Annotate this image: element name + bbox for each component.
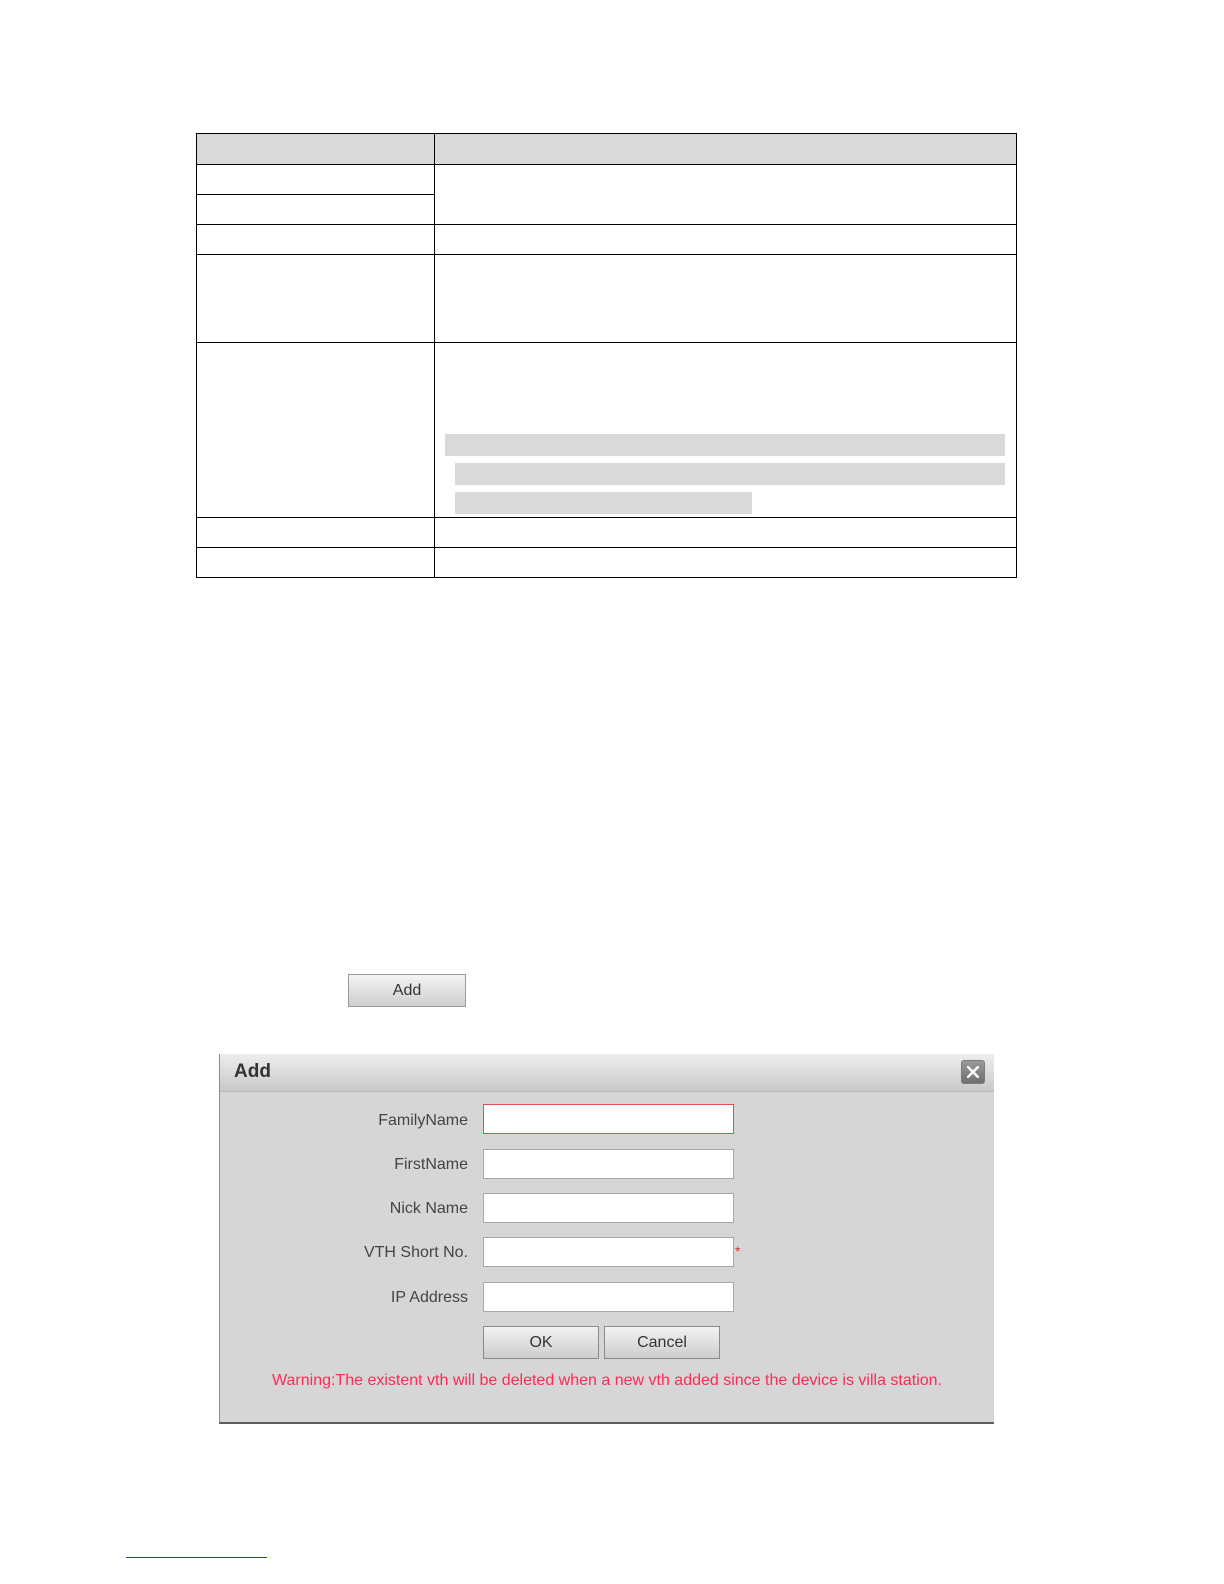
family-name-label: FamilyName — [378, 1112, 468, 1129]
warning-message: Warning:The existent vth will be deleted when a new vth added since the device is villa station. — [272, 1372, 942, 1389]
ip-address-label: IP Address — [390, 1289, 468, 1306]
note-highlight — [455, 492, 752, 514]
cancel-button[interactable]: Cancel — [604, 1326, 720, 1359]
first-name-label: FirstName — [394, 1156, 468, 1173]
dialog-header — [220, 1054, 994, 1092]
add-dialog — [219, 1054, 994, 1424]
nick-name-label: Nick Name — [389, 1200, 468, 1217]
table-cell — [197, 255, 435, 343]
close-icon — [967, 1066, 979, 1078]
first-name-input[interactable] — [483, 1149, 734, 1179]
table-row — [197, 165, 1017, 195]
vth-short-no-label: VTH Short No. — [363, 1244, 468, 1261]
table-cell — [435, 548, 1017, 578]
table-cell — [197, 343, 435, 518]
vth-short-no-input[interactable] — [483, 1237, 734, 1267]
footer-divider — [126, 1557, 267, 1558]
table-cell — [197, 195, 435, 225]
table-cell — [435, 255, 1017, 343]
table-header-row — [197, 134, 1017, 165]
table-row — [197, 225, 1017, 255]
table-cell — [435, 225, 1017, 255]
table-cell — [435, 518, 1017, 548]
dialog-title: Add — [234, 1061, 271, 1082]
table-header-cell — [435, 134, 1017, 165]
table-cell — [197, 548, 435, 578]
table-row — [197, 255, 1017, 343]
table-row — [197, 548, 1017, 578]
table-header-cell — [197, 134, 435, 165]
ip-address-input[interactable] — [483, 1282, 734, 1312]
family-name-input[interactable] — [483, 1104, 734, 1134]
required-mark: * — [735, 1243, 741, 1259]
nick-name-input[interactable] — [483, 1193, 734, 1223]
note-highlight — [455, 463, 1005, 485]
table-cell — [435, 165, 1017, 225]
ok-button[interactable]: OK — [483, 1326, 599, 1359]
table-row — [197, 518, 1017, 548]
table-cell — [197, 518, 435, 548]
table-cell — [197, 165, 435, 195]
table-cell — [197, 225, 435, 255]
close-button[interactable] — [961, 1060, 985, 1084]
note-highlight — [445, 434, 1005, 456]
add-button[interactable]: Add — [348, 974, 466, 1007]
